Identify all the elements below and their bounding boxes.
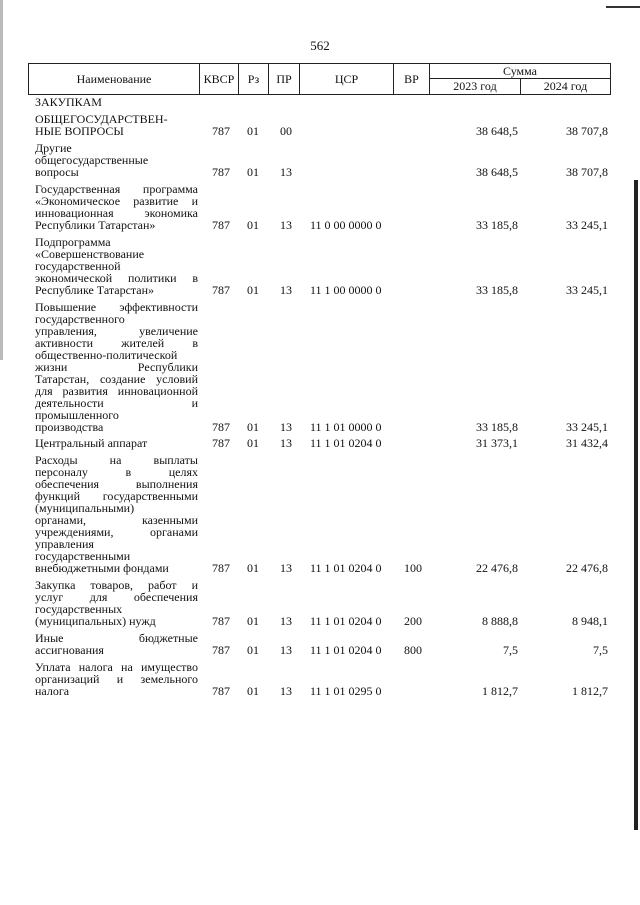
cell-y2024: 33 245,1 xyxy=(566,283,608,297)
cell-y2023: 7,5 xyxy=(503,643,518,657)
row-name-line: Подпрограмма xyxy=(35,235,111,249)
cell-pr: 00 xyxy=(280,124,292,138)
cell-y2024: 1 812,7 xyxy=(572,684,608,698)
cell-rz: 01 xyxy=(247,283,259,297)
cell-kvsr: 787 xyxy=(212,420,230,434)
row-name-line: управления, увеличение xyxy=(35,324,198,338)
row-name xyxy=(35,142,198,178)
cell-vr: 800 xyxy=(404,643,422,657)
row-name-line: (муниципальными) xyxy=(35,501,135,515)
cell-y2024: 33 245,1 xyxy=(566,420,608,434)
cell-kvsr: 787 xyxy=(212,165,230,179)
cell-y2023: 38 648,5 xyxy=(476,165,518,179)
cell-pr: 13 xyxy=(280,684,292,698)
row-name-line: Татарстан, создание условий xyxy=(35,372,198,386)
cell-y2023: 38 648,5 xyxy=(476,124,518,138)
row-name-line: Расходы на выплаты xyxy=(35,453,198,467)
table-row xyxy=(0,113,640,137)
cell-y2024: 38 707,8 xyxy=(566,124,608,138)
cell-pr: 13 xyxy=(280,420,292,434)
row-name-line: персоналу в целях xyxy=(35,465,198,479)
row-name-line: общественно-политической xyxy=(35,348,178,362)
row-name-line: экономической политики в xyxy=(35,271,198,285)
row-name xyxy=(35,437,198,449)
row-name-line: государственными xyxy=(35,549,131,563)
row-name xyxy=(35,236,198,296)
row-name-line: инновационная экономика xyxy=(35,206,198,220)
table-body xyxy=(0,96,640,697)
table-row xyxy=(0,183,640,231)
cell-pr: 13 xyxy=(280,643,292,657)
row-name-line: жизни Республики xyxy=(35,360,198,374)
row-name-line: Государственная программа xyxy=(35,182,198,196)
table-row xyxy=(0,579,640,627)
row-name-line: ЗАКУПКАМ xyxy=(35,95,102,109)
cell-y2023: 8 888,8 xyxy=(482,614,518,628)
row-name-line: «Экономическое развитие и xyxy=(35,194,198,208)
cell-y2024: 7,5 xyxy=(593,643,608,657)
row-name xyxy=(35,632,198,656)
row-name-line: обеспечения выполнения xyxy=(35,477,198,491)
cell-rz: 01 xyxy=(247,420,259,434)
header-csr: ЦСР xyxy=(299,63,394,95)
table-row xyxy=(0,632,640,656)
cell-rz: 01 xyxy=(247,124,259,138)
row-name-line: НЫЕ ВОПРОСЫ xyxy=(35,124,124,138)
row-name xyxy=(35,579,198,627)
row-name-line: государственной xyxy=(35,259,121,273)
row-name-line: Уплата налога на имущество xyxy=(35,660,198,674)
cell-csr: 11 1 01 0204 0 xyxy=(310,614,382,628)
cell-csr: 11 1 01 0204 0 xyxy=(310,561,382,575)
cell-kvsr: 787 xyxy=(212,643,230,657)
cell-csr: 11 1 01 0000 0 xyxy=(310,420,382,434)
row-name-line: Республики Татарстан» xyxy=(35,218,156,232)
table-row xyxy=(0,142,640,178)
header-name: Наименование xyxy=(28,63,200,95)
row-name-line: органами, казенными xyxy=(35,513,198,527)
row-name-line: ассигнования xyxy=(35,643,104,657)
row-name xyxy=(35,96,198,108)
row-name-line: «Совершенствование xyxy=(35,247,145,261)
cell-y2024: 8 948,1 xyxy=(572,614,608,628)
row-name-line: общегосударственные xyxy=(35,153,149,167)
page-number: 562 xyxy=(310,38,330,53)
row-name-line: для развития инновационной xyxy=(35,384,198,398)
cell-kvsr: 787 xyxy=(212,436,230,450)
row-name-line: (муниципальных) нужд xyxy=(35,614,156,628)
cell-y2024: 38 707,8 xyxy=(566,165,608,179)
cell-rz: 01 xyxy=(247,436,259,450)
cell-pr: 13 xyxy=(280,561,292,575)
cell-kvsr: 787 xyxy=(212,124,230,138)
table-row xyxy=(0,437,640,449)
scan-corner-mark xyxy=(606,6,640,8)
row-name-line: учреждениями, органами xyxy=(35,525,198,539)
header-rz: Рз xyxy=(238,63,269,95)
table-row xyxy=(0,301,640,433)
cell-rz: 01 xyxy=(247,684,259,698)
row-name xyxy=(35,661,198,697)
cell-csr: 11 1 01 0204 0 xyxy=(310,643,382,657)
row-name-line: Другие xyxy=(35,141,72,155)
cell-pr: 13 xyxy=(280,283,292,297)
cell-kvsr: 787 xyxy=(212,218,230,232)
row-name-line: Иные бюджетные xyxy=(35,631,198,645)
row-name-line: активности жителей в xyxy=(35,336,198,350)
row-name-line: услуг для обеспечения xyxy=(35,590,198,604)
cell-rz: 01 xyxy=(247,561,259,575)
row-name-line: функций государственными xyxy=(35,489,198,503)
cell-y2024: 31 432,4 xyxy=(566,436,608,450)
row-name-line: организаций и земельного xyxy=(35,672,198,686)
row-name-line: Закупка товаров, работ и xyxy=(35,578,198,592)
table-row xyxy=(0,236,640,296)
row-name-line: государственных xyxy=(35,602,123,616)
table-row xyxy=(0,661,640,697)
cell-y2024: 33 245,1 xyxy=(566,218,608,232)
cell-vr: 100 xyxy=(404,561,422,575)
row-name xyxy=(35,113,198,137)
cell-y2023: 22 476,8 xyxy=(476,561,518,575)
row-name-line: налога xyxy=(35,684,70,698)
row-name-line: управления xyxy=(35,537,94,551)
cell-y2023: 1 812,7 xyxy=(482,684,518,698)
cell-pr: 13 xyxy=(280,218,292,232)
row-name-line: вопросы xyxy=(35,165,79,179)
table-header xyxy=(28,63,611,95)
cell-pr: 13 xyxy=(280,614,292,628)
row-name-line: Повышение эффективности xyxy=(35,300,198,314)
cell-csr: 11 0 00 0000 0 xyxy=(310,218,382,232)
cell-y2023: 33 185,8 xyxy=(476,283,518,297)
header-year-2023: 2023 год xyxy=(429,78,521,95)
cell-kvsr: 787 xyxy=(212,283,230,297)
table-row xyxy=(0,454,640,574)
row-name xyxy=(35,183,198,231)
header-vr: ВР xyxy=(393,63,430,95)
row-name xyxy=(35,301,198,433)
row-name-line: Республике Татарстан» xyxy=(35,283,155,297)
cell-y2023: 33 185,8 xyxy=(476,420,518,434)
cell-vr: 200 xyxy=(404,614,422,628)
header-kvsr: КВСР xyxy=(199,63,239,95)
cell-pr: 13 xyxy=(280,165,292,179)
row-name-line: производства xyxy=(35,420,104,434)
row-name-line: промышленного xyxy=(35,408,119,422)
cell-csr: 11 1 01 0295 0 xyxy=(310,684,382,698)
cell-kvsr: 787 xyxy=(212,684,230,698)
row-name-line: внебюджетными фондами xyxy=(35,561,169,575)
table-row xyxy=(0,96,640,108)
cell-csr: 11 1 01 0204 0 xyxy=(310,436,382,450)
cell-y2023: 31 373,1 xyxy=(476,436,518,450)
header-pr: ПР xyxy=(268,63,300,95)
cell-y2023: 33 185,8 xyxy=(476,218,518,232)
cell-kvsr: 787 xyxy=(212,561,230,575)
row-name-line: ОБЩЕГОСУДАРСТВЕН- xyxy=(35,112,168,126)
cell-rz: 01 xyxy=(247,614,259,628)
row-name-line: деятельности и xyxy=(35,396,198,410)
cell-rz: 01 xyxy=(247,218,259,232)
header-year-2024: 2024 год xyxy=(520,78,611,95)
header-sum: Сумма xyxy=(429,63,611,79)
cell-rz: 01 xyxy=(247,165,259,179)
cell-pr: 13 xyxy=(280,436,292,450)
cell-y2024: 22 476,8 xyxy=(566,561,608,575)
cell-csr: 11 1 00 0000 0 xyxy=(310,283,382,297)
row-name-line: государственного xyxy=(35,312,125,326)
cell-rz: 01 xyxy=(247,643,259,657)
cell-kvsr: 787 xyxy=(212,614,230,628)
row-name-line: Центральный аппарат xyxy=(35,436,148,450)
row-name xyxy=(35,454,198,574)
